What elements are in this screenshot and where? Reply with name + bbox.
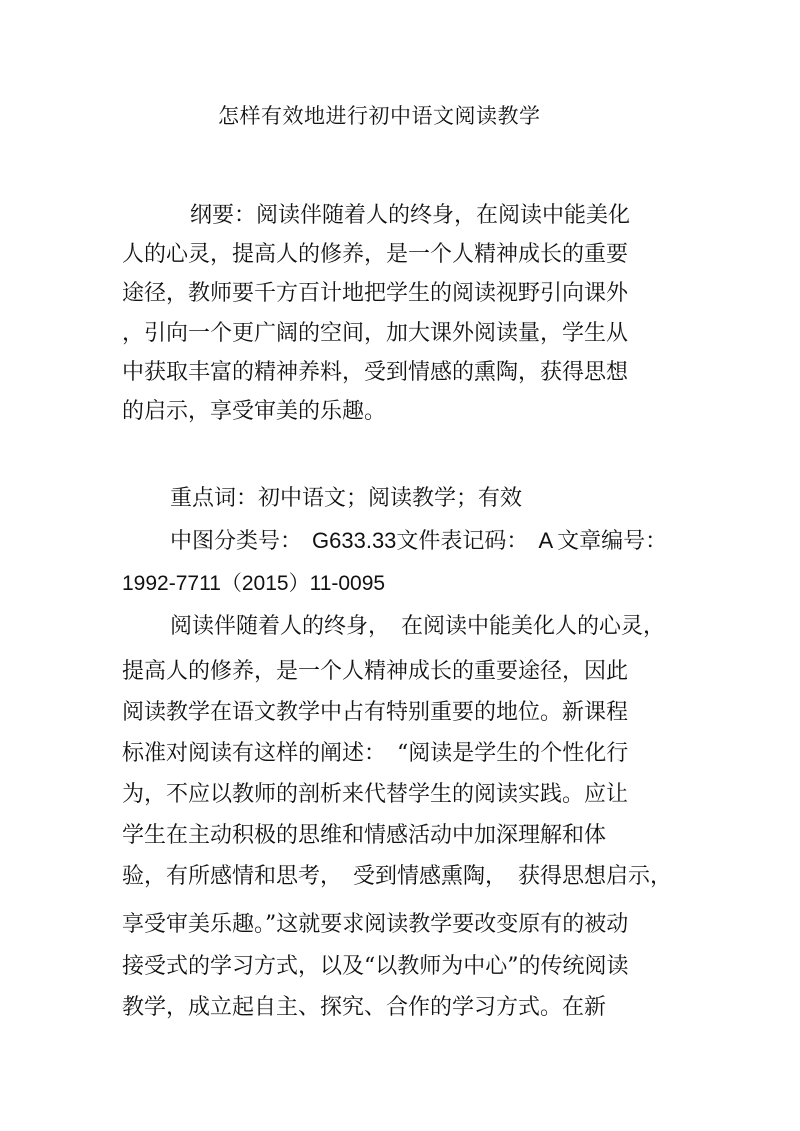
body-line: 提高人的修养，是一个人精神成长的重要途径，因此 [122,659,629,684]
article-number-label: 文章编号： [557,529,668,554]
body-line: 享受审美乐趣。”这就要求阅读教学要改变原有的被动 [122,912,629,937]
abstract-line: ，引向一个更广阔的空间，加大课外阅读量，学生从 [122,321,629,346]
body-line: 阅读教学在语文教学中占有特别重要的地位。新课程 [122,700,629,725]
abstract-line: 人的心灵，提高人的修养，是一个人精神成长的重要 [122,242,629,267]
body-line: 教学，成立起自主、探究、合作的学习方式。在新 [122,995,607,1020]
body-line: 接受式的学习方式，以及“以教师为中心”的传统阅读 [122,954,629,979]
abstract-first-line [190,205,630,227]
body-line: 标准对阅读有这样的阐述： “阅读是学生的个性化行 [122,741,629,766]
classification-line [170,530,667,553]
body-line: 阅读伴随着人的终身， 在阅读中能美化人的心灵， [170,614,666,639]
clc-label: 中图分类号： [170,529,303,554]
doc-code-label: 文件表记码： [396,529,529,554]
article-number-value: 1992-7711（2015）11-0095 [122,572,386,595]
doc-code-value: A [538,528,554,553]
keywords-value: 初中语文；阅读教学；有效 [258,486,523,511]
keywords [170,488,522,510]
abstract-line: 中获取丰富的精神养料，受到情感的熏陶，获得思想 [122,360,629,385]
body-line: 为，不应以教师的剖析来代替学生的阅读实践。应让 [122,782,629,807]
body-line: 学生在主动积极的思维和情感活动中加深理解和体 [122,823,607,848]
body-line: 验，有所感情和思考， 受到情感熏陶， 获得思想启示， [122,864,673,889]
keywords-label: 重点词： [170,486,259,511]
page-title: 怎样有效地进行初中语文阅读教学 [218,104,541,128]
abstract-line: 途径，教师要千方百计地把学生的阅读视野引向课外 [122,281,629,306]
abstract-line: 阅读伴随着人的终身，在阅读中能美化 [256,203,631,228]
abstract-label: 纲要： [190,203,257,228]
clc-value: G633.33 [312,528,397,553]
abstract-line: 的启示，享受审美的乐趣。 [122,399,387,424]
